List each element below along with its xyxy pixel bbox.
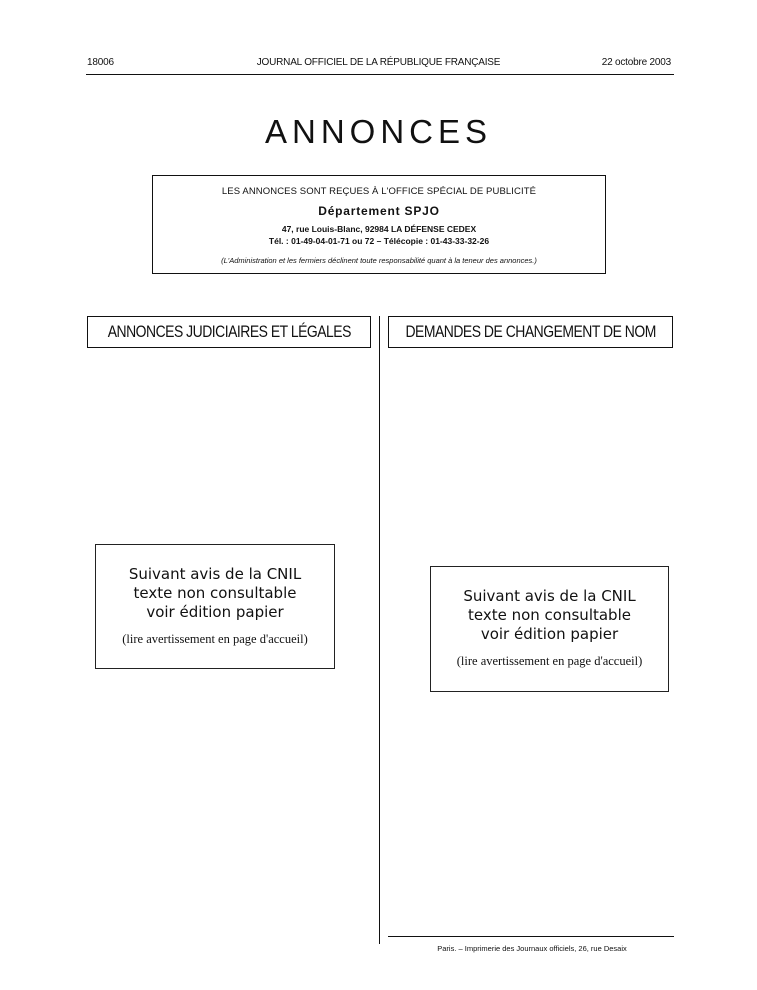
notice-address: 47, rue Louis-Blanc, 92984 LA DÉFENSE CEDEX [281,224,477,234]
publicity-notice-box [152,175,606,274]
cnil-line1: Suivant avis de la CNIL [463,587,636,605]
cnil-note: (lire avertissement en page d'accueil) [456,654,643,668]
left-column-heading-text: ANNONCES JUDICIAIRES ET LÉGALES [107,322,351,341]
right-column-heading-text: DEMANDES DE CHANGEMENT DE NOM [405,322,656,341]
cnil-notice-left [95,544,335,669]
cnil-line3: voir édition papier [146,603,284,621]
journal-title: JOURNAL OFFICIEL DE LA RÉPUBLIQUE FRANÇAISE [256,57,501,68]
footer-rule [388,936,674,937]
left-column-heading [87,316,371,348]
cnil-note: (lire avertissement en page d'accueil) [122,632,308,646]
printer-imprint: Paris. – Imprimerie des Journaux officiels, 26, rue Desaix [437,944,627,953]
notice-department: Département SPJO [318,204,440,218]
cnil-line2: texte non consultable [468,606,631,624]
notice-intro: LES ANNONCES SONT REÇUES À L'OFFICE SPÉCIAL DE PUBLICITÉ [221,186,537,197]
cnil-notice-right [430,566,669,692]
notice-disclaimer: (L'Administration et les fermiers déclinent toute responsabilité quant à la teneur des annonces.) [221,256,537,265]
cnil-line3: voir édition papier [480,625,619,643]
cnil-line1: Suivant avis de la CNIL [128,565,302,583]
page-number: 18006 [87,57,114,68]
header-rule [86,74,674,75]
column-divider [379,316,380,944]
page-date: 22 octobre 2003 [601,57,671,68]
section-title: ANNONCES [264,113,493,150]
cnil-line2: texte non consultable [133,584,297,602]
right-column-heading [388,316,673,348]
notice-telephone: Tél. : 01-49-04-01-71 ou 72 – Télécopie : 01-43-33-32-26 [268,236,490,246]
